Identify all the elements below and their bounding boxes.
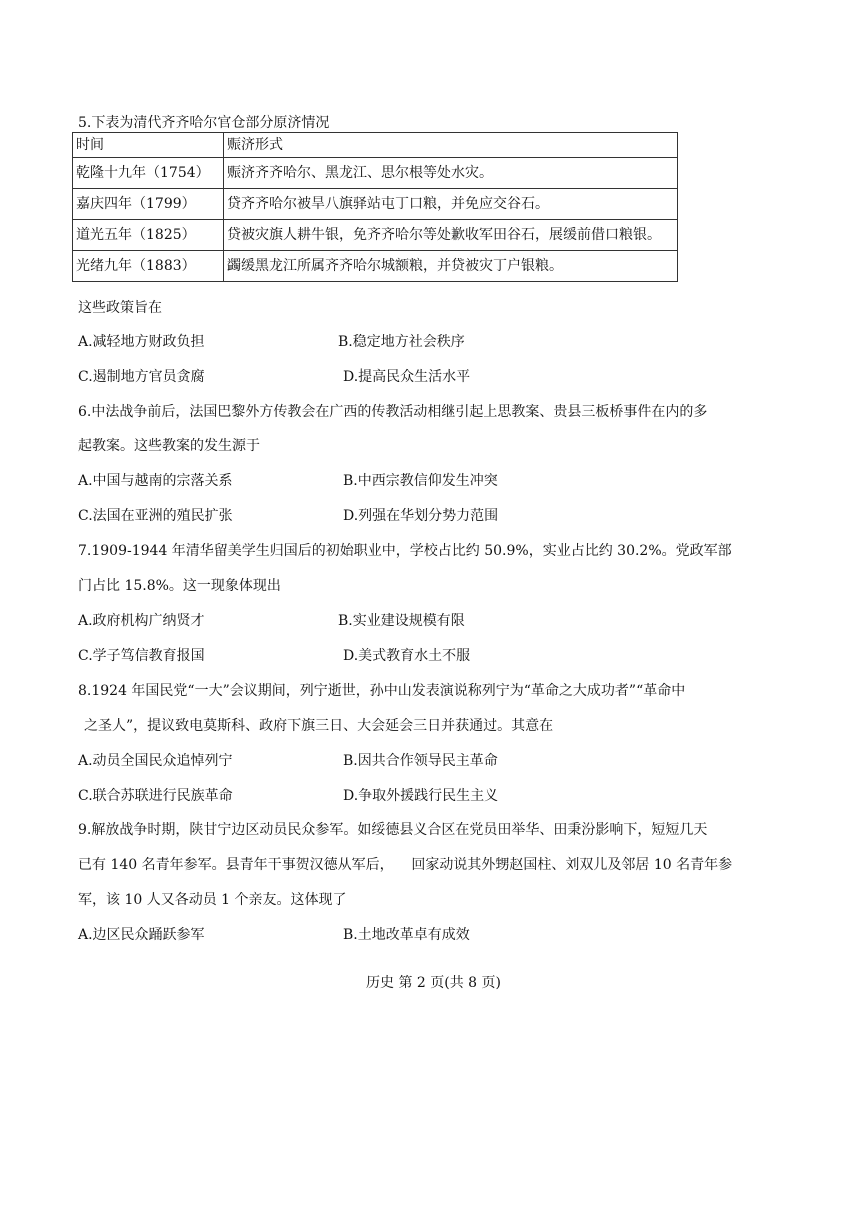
q8-option-d[interactable]: D.争取外援践行民生主义	[343, 788, 499, 804]
q7-option-c[interactable]: C.学子笃信教育报国	[78, 648, 205, 664]
q7-stem-line1: 7.1909-1944 年清华留美学生归国后的初始职业中，学校占比约 50.9%，实业占比约 30.2%。党政军部	[78, 543, 732, 559]
q7-option-d[interactable]: D.美式教育水土不服	[343, 648, 471, 664]
q9-option-b[interactable]: B.土地改革卓有成效	[343, 927, 470, 943]
q6-option-c[interactable]: C.法国在亚洲的殖民扩张	[78, 508, 233, 524]
q8-option-a[interactable]: A.动员全国民众追悼列宁	[78, 753, 233, 769]
table-cell-form: 贷被灾旗人耕牛银，免齐齐哈尔等处歉收军田谷石，展缓前借口粮银。	[224, 220, 678, 251]
q8-option-b[interactable]: B.因共合作领导民主革命	[343, 753, 498, 769]
q6-option-a[interactable]: A.中国与越南的宗落关系	[78, 473, 233, 489]
table-row	[73, 189, 678, 220]
q9-option-a[interactable]: A.边区民众踊跃参军	[78, 927, 205, 943]
q9-stem-line3: 军，该 10 人又各动员 1 个亲友。这体现了	[78, 892, 347, 908]
q6-stem-line2: 起教案。这些教案的发生源于	[78, 438, 260, 454]
q7-stem-line2: 门占比 15.8%。这一现象体现出	[78, 578, 281, 594]
q9-stem-line1: 9.解放战争时期，陕甘宁边区动员民众参军。如绥德县义合区在党员田举华、田秉汾影响下，短短几天	[78, 822, 708, 838]
table-cell-form: 贷齐齐哈尔被旱八旗驿站屯丁口粮，并免应交谷石。	[224, 189, 678, 220]
table-cell-time: 嘉庆四年（1799）	[73, 189, 224, 220]
q5-option-b[interactable]: B.稳定地方社会秩序	[338, 334, 465, 350]
q5-option-c[interactable]: C.遏制地方官员贪腐	[78, 369, 205, 385]
table-header-form: 赈济形式	[224, 133, 678, 158]
page-footer: 历史 第 2 页(共 8 页)	[366, 975, 501, 991]
table-cell-time: 光绪九年（1883）	[73, 251, 224, 282]
q6-option-b[interactable]: B.中西宗教信仰发生冲突	[343, 473, 498, 489]
q7-option-b[interactable]: B.实业建设规模有限	[338, 613, 465, 629]
table-cell-time: 道光五年（1825）	[73, 220, 224, 251]
table-header-time: 时间	[73, 133, 224, 158]
q8-stem-line2: 之圣人”，提议致电莫斯科、政府下旗三日、大会延会三日并获通过。其意在	[84, 718, 554, 734]
q5-option-a[interactable]: A.减轻地方财政负担	[78, 334, 205, 350]
q5-prompt: 这些政策旨在	[78, 300, 162, 316]
q8-stem-line1: 8.1924 年国民党“一大”会议期间，列宁逝世，孙中山发表演说称列宁为“革命之大成功者”“革命中	[78, 683, 686, 699]
table-row	[73, 220, 678, 251]
table-header-row	[73, 133, 678, 158]
q9-stem-line2: 已有 140 名青年参军。县青年干事贺汉德从军后， 回家动说其外甥赵国柱、刘双儿及邻居 10 名青年参	[78, 857, 733, 873]
table-row	[73, 158, 678, 189]
q6-stem-line1: 6.中法战争前后，法国巴黎外方传教会在广西的传教活动相继引起上思教案、贵县三板桥事件在内的多	[78, 404, 708, 420]
q8-option-c[interactable]: C.联合苏联进行民族革命	[78, 788, 233, 804]
q6-option-d[interactable]: D.列强在华划分势力范围	[343, 508, 499, 524]
q5-stem: 5.下表为清代齐齐哈尔官仓部分原济情况	[78, 115, 330, 131]
table-row	[73, 251, 678, 282]
table-cell-form: 赈济齐齐哈尔、黑龙江、思尔根等处水灾。	[224, 158, 678, 189]
table-cell-time: 乾隆十九年（1754）	[73, 158, 224, 189]
q5-option-d[interactable]: D.提高民众生活水平	[343, 369, 471, 385]
table-cell-form: 蠲缓黑龙江所属齐齐哈尔城额粮，并贷被灾丁户银粮。	[224, 251, 678, 282]
relief-table	[72, 132, 678, 282]
q7-option-a[interactable]: A.政府机构广纳贤才	[78, 613, 205, 629]
